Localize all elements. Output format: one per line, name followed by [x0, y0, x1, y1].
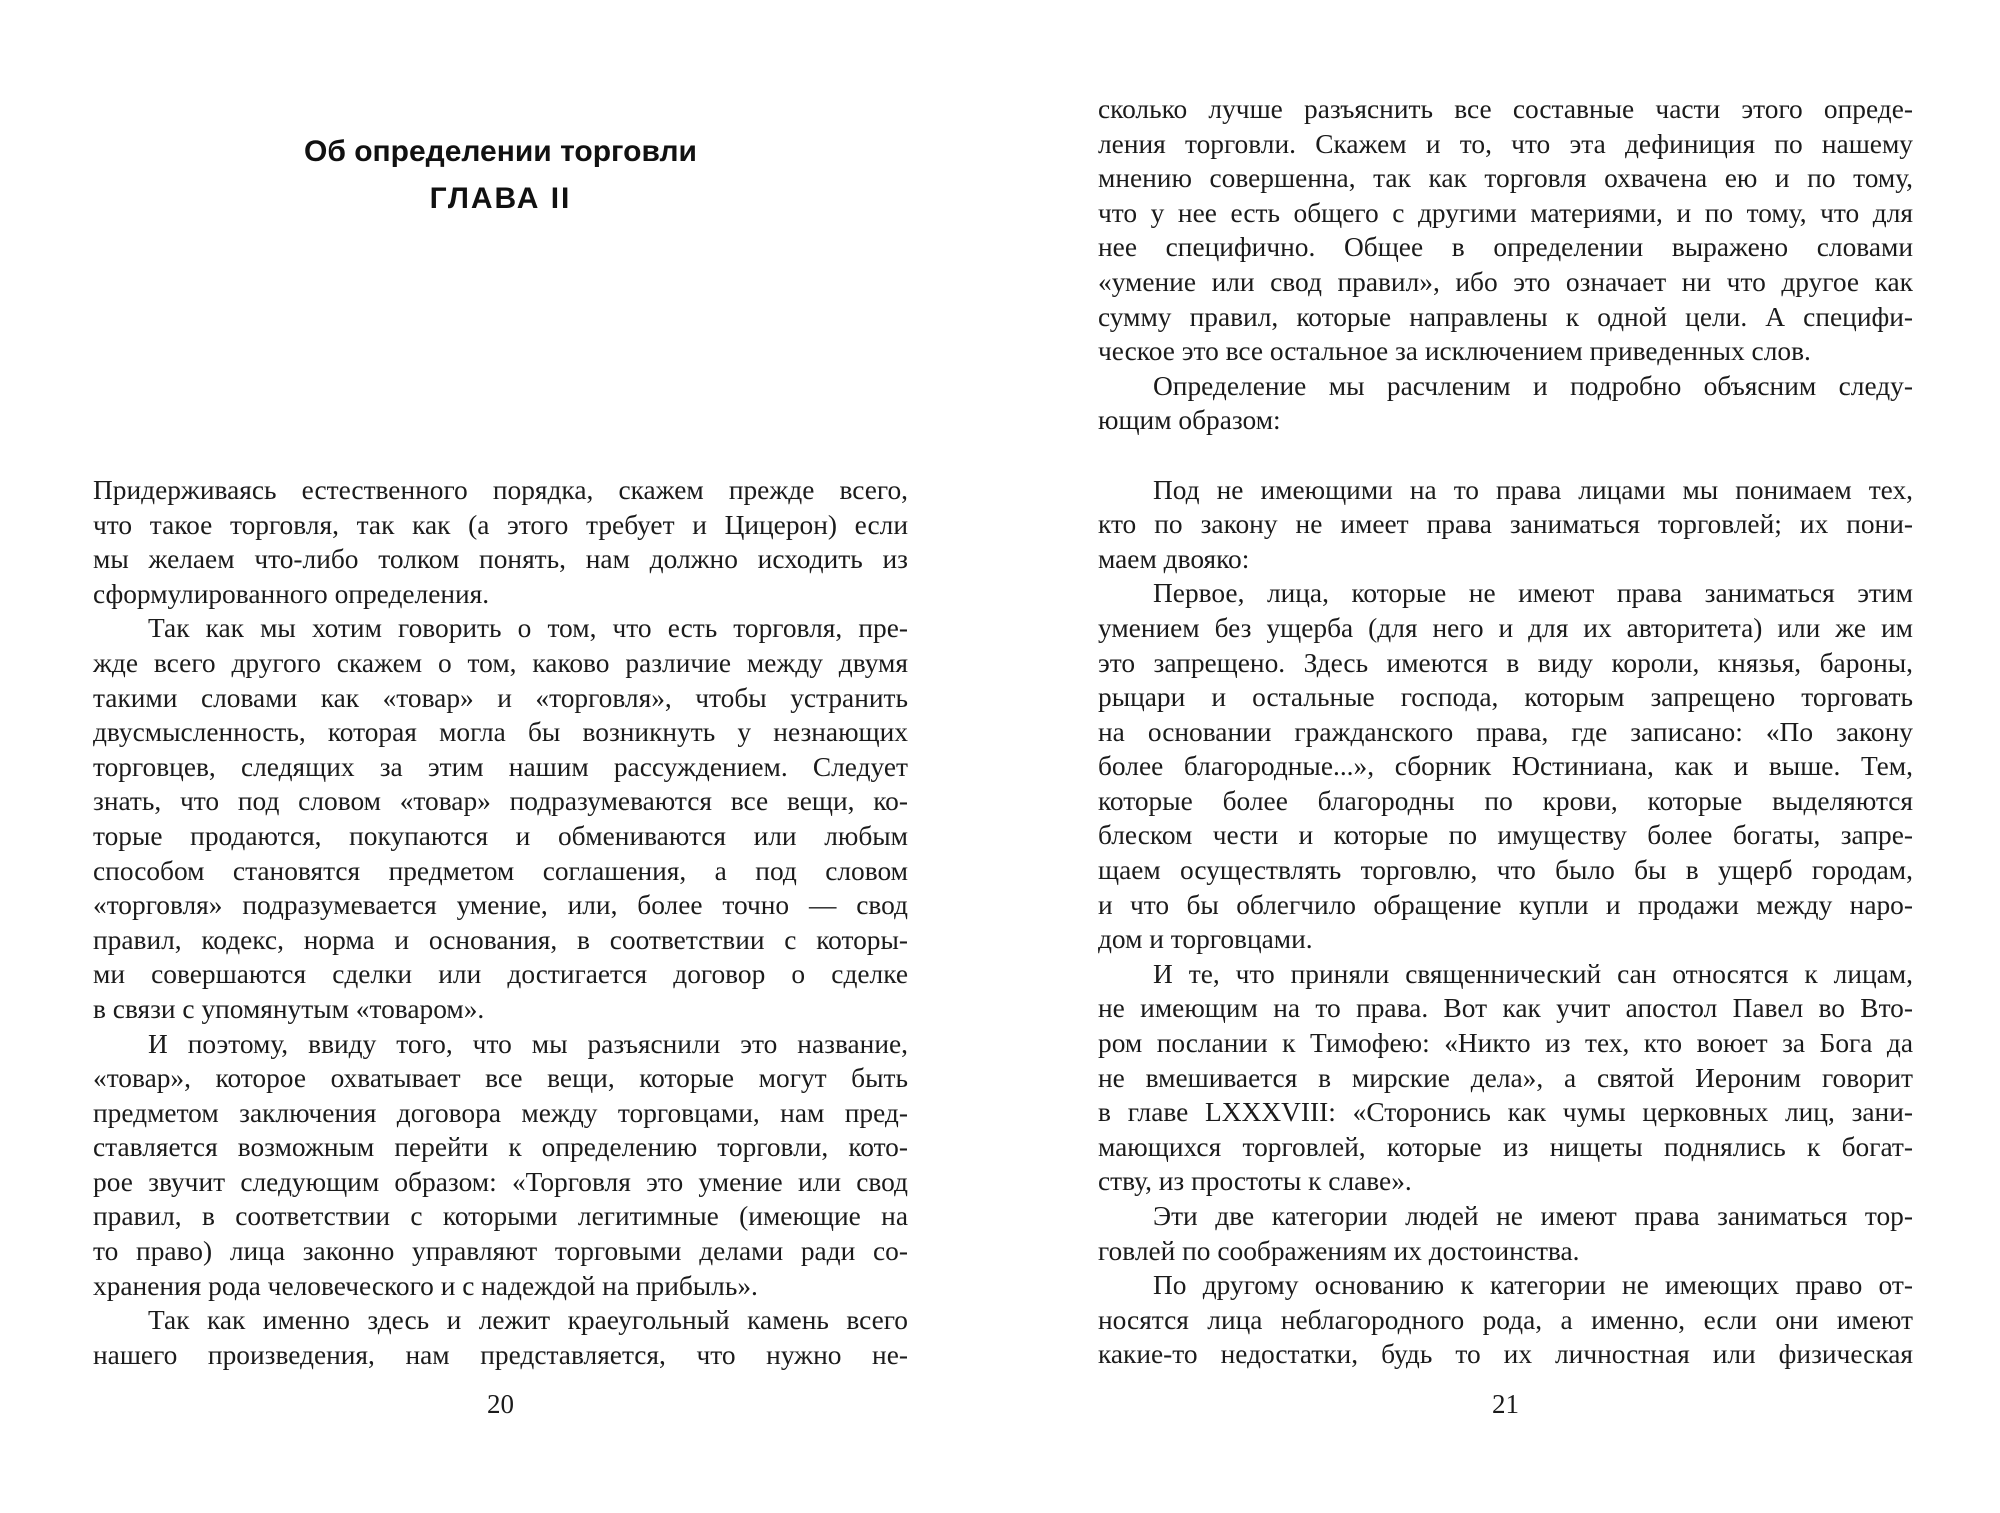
- text-line: говлей по соображениям их достоинства.: [1098, 1235, 1580, 1266]
- text-line: и что бы облегчило обращение купли и продажи между наро-: [1098, 889, 1913, 920]
- text-line: Придерживаясь естественного порядка, скажем прежде всего,: [93, 475, 908, 505]
- text-line: Определение мы расчленим и подробно объясним следу-: [1153, 370, 1913, 401]
- text-line: что такое торговля, так как (а этого требует и Цицерон) если: [93, 509, 908, 540]
- text-line: сформулированного определения.: [93, 578, 490, 609]
- page-number-left: 20: [487, 1389, 514, 1419]
- text-line: «торговля» подразумевается умение, или, более точно — свод: [93, 890, 908, 921]
- text-line: ческое это все остальное за исключением приведенных слов.: [1098, 336, 1811, 367]
- text-line: ми совершаются сделки или достигается договор о сделке: [93, 959, 908, 990]
- text-line: ству, из простоты к славе».: [1098, 1166, 1412, 1197]
- text-line: рыцари и остальные господа, которым запрещено торговать: [1098, 682, 1913, 713]
- text-line: умением без ущерба (для него и для их авторитета) или же им: [1098, 612, 1913, 643]
- text-line: По другому основанию к категории не имеющих право от-: [1153, 1270, 1913, 1301]
- text-line: это запрещено. Здесь имеются в виду короли, князья, бароны,: [1098, 647, 1913, 678]
- text-line: сумму правил, которые направлены к одной цели. А специфи-: [1098, 301, 1913, 332]
- text-line: щаем осуществлять торговлю, что было бы в ущерб городам,: [1098, 855, 1913, 886]
- text-line: Под не имеющими на то права лицами мы понимаем тех,: [1153, 474, 1913, 505]
- text-line: торговцев, следящих за этим нашим рассуждением. Следует: [93, 751, 908, 782]
- text-line: торые продаются, покупаются и обмениваются или любым: [93, 820, 908, 851]
- text-line: «товар», которое охватывает все вещи, которые могут быть: [93, 1063, 908, 1094]
- text-line: мающихся торговлей, которые из нищеты поднялись к богат-: [1098, 1131, 1913, 1162]
- text-line: правил, в соответствии с которыми легитимные (имеющие на: [93, 1201, 908, 1232]
- text-line: Так как мы хотим говорить о том, что есть торговля, пре-: [148, 613, 908, 644]
- text-line: не вмешивается в мирские дела», а святой Иероним говорит: [1098, 1062, 1913, 1093]
- text-line: которые более благородны по крови, которые выделяются: [1098, 785, 1913, 816]
- text-line: нашего произведения, нам представляется, что нужно не-: [93, 1339, 908, 1370]
- text-line: жде всего другого скажем о том, каково различие между двумя: [93, 647, 908, 678]
- text-line: знать, что под словом «товар» подразумеваются все вещи, ко-: [93, 786, 908, 817]
- text-line: маем двояко:: [1098, 543, 1250, 574]
- text-line: более благородные...», сборник Юстиниана, как и выше. Тем,: [1098, 751, 1913, 782]
- text-line: носятся лица неблагородного рода, а именно, если они имеют: [1098, 1304, 1913, 1335]
- left-page: [93, 0, 908, 1513]
- text-line: двусмысленность, которая могла бы возникнуть у незнающих: [93, 717, 908, 748]
- text-line: Так как именно здесь и лежит краеугольный камень всего: [148, 1305, 908, 1336]
- text-line: Эти две категории людей не имеют права заниматься тор-: [1153, 1201, 1913, 1231]
- text-line: мы желаем что-либо толком понять, нам должно исходить из: [93, 544, 908, 575]
- text-line: И поэтому, ввиду того, что мы разъяснили это название,: [148, 1028, 908, 1059]
- text-line: в главе LXXXVIII: «Сторонись как чумы церковных лиц, зани-: [1098, 1097, 1913, 1128]
- right-page: [1098, 0, 1913, 1513]
- chapter-number: ГЛАВА II: [429, 182, 572, 215]
- text-line: Первое, лица, которые не имеют права заниматься этим: [1153, 578, 1913, 609]
- paragraph-gap: [1098, 438, 1913, 473]
- text-line: правил, кодекс, норма и основания, в соответствии с которы-: [93, 924, 908, 955]
- text-line: И те, что приняли священнический сан относятся к лицам,: [1153, 958, 1913, 989]
- text-line: «умение или свод правил», ибо это означает ни что другое как: [1098, 266, 1913, 297]
- text-line: нее специфично. Общее в определении выражено словами: [1098, 232, 1913, 263]
- text-line: блеском чести и которые по имуществу более богаты, запре-: [1098, 820, 1913, 851]
- chapter-title: Об определении торговли: [304, 135, 697, 168]
- text-line: не имеющим на то права. Вот как учит апостол Павел во Вто-: [1098, 993, 1913, 1024]
- text-line: такими словами как «товар» и «торговля», чтобы устранить: [93, 682, 908, 713]
- text-line: способом становятся предметом соглашения, а под словом: [93, 855, 908, 886]
- text-line: на основании гражданского права, где записано: «По закону: [1098, 716, 1913, 747]
- text-line: какие-то недостатки, будь то их личностная или физическая: [1098, 1339, 1913, 1370]
- text-line: то право) лица законно управляют торговыми делами ради со-: [93, 1236, 908, 1267]
- text-line: ления торговли. Скажем и то, что эта дефиниция по нашему: [1098, 128, 1913, 159]
- text-line: ющим образом:: [1098, 405, 1281, 436]
- left-page-text: [93, 473, 908, 1372]
- text-line: дом и торговцами.: [1098, 924, 1313, 955]
- text-line: хранения рода человеческого и с надеждой на прибыль».: [93, 1270, 758, 1301]
- text-line: мнению совершенна, так как торговля охвачена ею и по тому,: [1098, 163, 1913, 194]
- text-line: рое звучит следующим образом: «Торговля это умение или свод: [93, 1166, 908, 1197]
- right-page-text: [1098, 92, 1913, 1372]
- chapter-heading: [93, 128, 908, 222]
- text-line: кто по закону не имеет права заниматься торговлей; их пони-: [1098, 509, 1913, 540]
- text-line: сколько лучше разъяснить все составные части этого опреде-: [1098, 94, 1913, 124]
- text-line: ром послании к Тимофею: «Никто из тех, кто воюет за Бога да: [1098, 1028, 1913, 1059]
- text-line: в связи с упомянутым «товаром».: [93, 993, 485, 1024]
- text-line: предметом заключения договора между торговцами, нам пред-: [93, 1097, 908, 1128]
- text-line: что у нее есть общего с другими материями, и по тому, что для: [1098, 197, 1913, 228]
- page-number-right: 21: [1492, 1389, 1519, 1419]
- text-line: ставляется возможным перейти к определению торговли, кото-: [93, 1132, 908, 1163]
